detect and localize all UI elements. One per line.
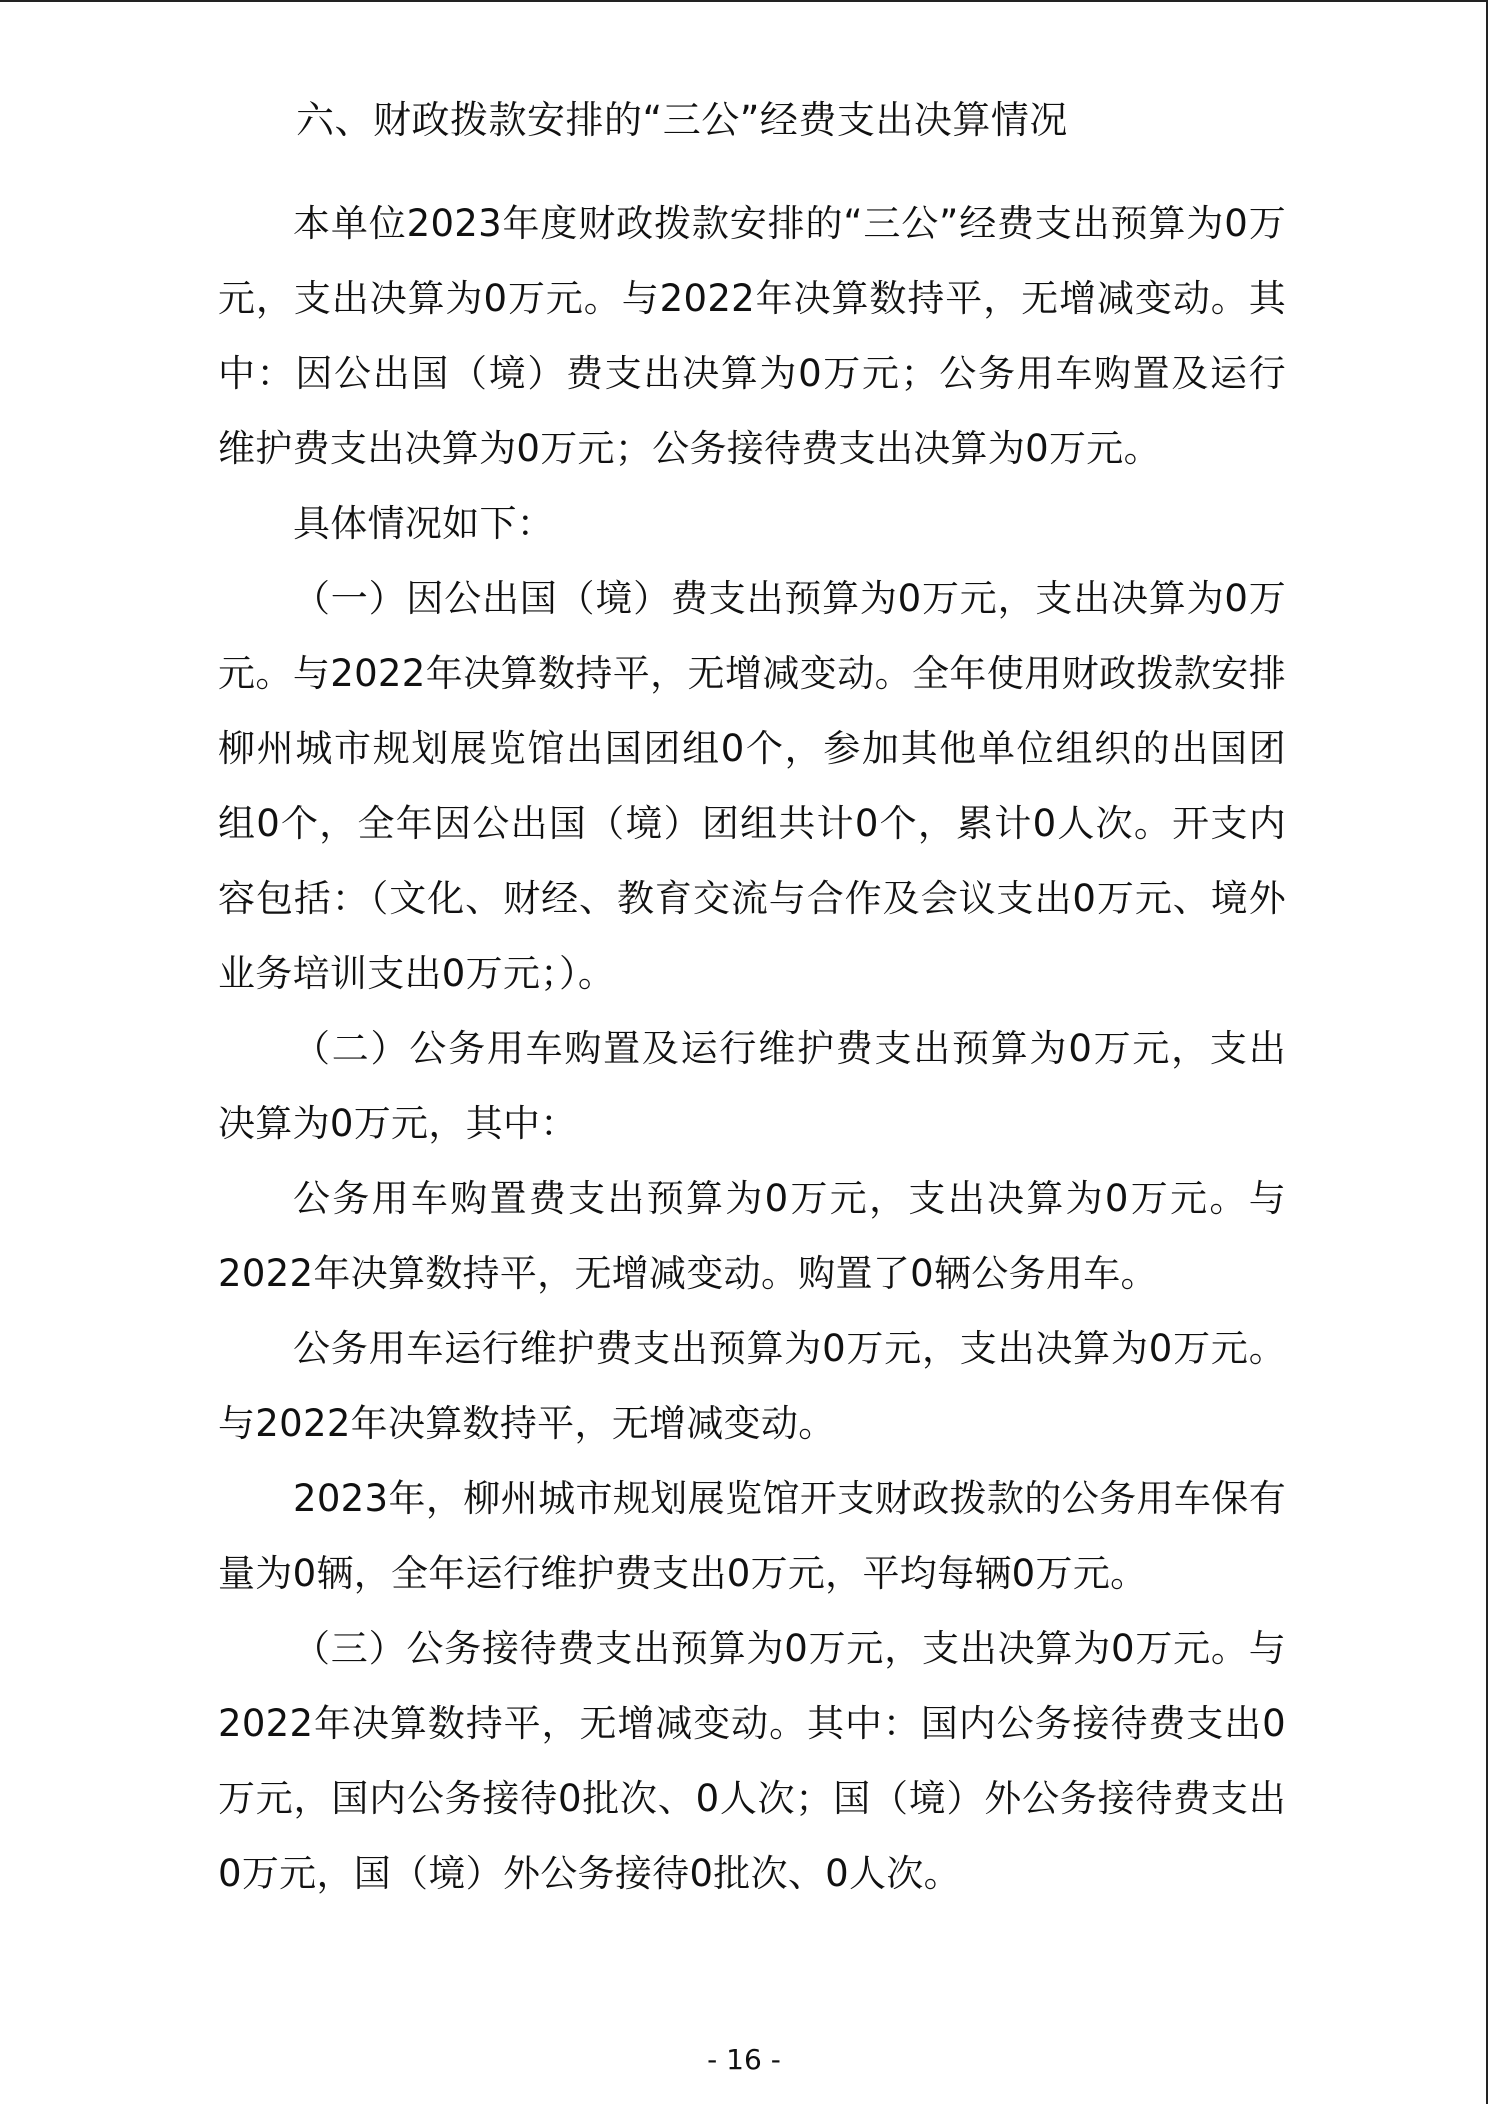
paragraph-reception: （三）公务接待费支出预算为0万元，支出决算为0万元。与2022年决算数持平，无增减变动。其中：国内公务接待费支出0万元，国内公务接待0批次、0人次；国（境）外公务接待费支出0万元，国（境）外公务接待0批次、0人次。 xyxy=(218,1626,1286,1895)
paragraph-summary: 本单位2023年度财政拨款安排的“三公”经费支出预算为0万元，支出决算为0万元。与2022年决算数持平，无增减变动。其中：因公出国（境）费支出决算为0万元；公务用车购置及运行维护费支出决算为0万元；公务接待费支出决算为0万元。 xyxy=(218,201,1286,470)
paragraph-vehicle-maintenance: 公务用车运行维护费支出预算为0万元，支出决算为0万元。与2022年决算数持平，无增减变动。 xyxy=(218,1326,1286,1445)
page-number: - 16 - xyxy=(707,2043,781,2076)
paragraph-details-intro: 具体情况如下： xyxy=(293,501,555,545)
document-page xyxy=(218,68,1286,1911)
paragraph-vehicle-overview: （二）公务用车购置及运行维护费支出预算为0万元，支出决算为0万元，其中： xyxy=(218,1026,1286,1145)
section-title: 六、财政拨款安排的“三公”经费支出决算情况 xyxy=(296,98,1068,142)
paragraph-vehicle-holdings: 2023年，柳州城市规划展览馆开支财政拨款的公务用车保有量为0辆，全年运行维护费支出0万元，平均每辆0万元。 xyxy=(218,1476,1286,1595)
paragraph-vehicle-purchase: 公务用车购置费支出预算为0万元，支出决算为0万元。与2022年决算数持平，无增减变动。购置了0辆公务用车。 xyxy=(218,1176,1286,1295)
paragraph-overseas-travel: （一）因公出国（境）费支出预算为0万元，支出决算为0万元。与2022年决算数持平，无增减变动。全年使用财政拨款安排柳州城市规划展览馆出国团组0个，参加其他单位组织的出国团组0个，全年因公出国（境）团组共计0个，累计0人次。开支内容包括：（文化、财经、教育交流与合作及会议支出0万元、境外业务培训支出0万元；）。 xyxy=(218,576,1286,995)
